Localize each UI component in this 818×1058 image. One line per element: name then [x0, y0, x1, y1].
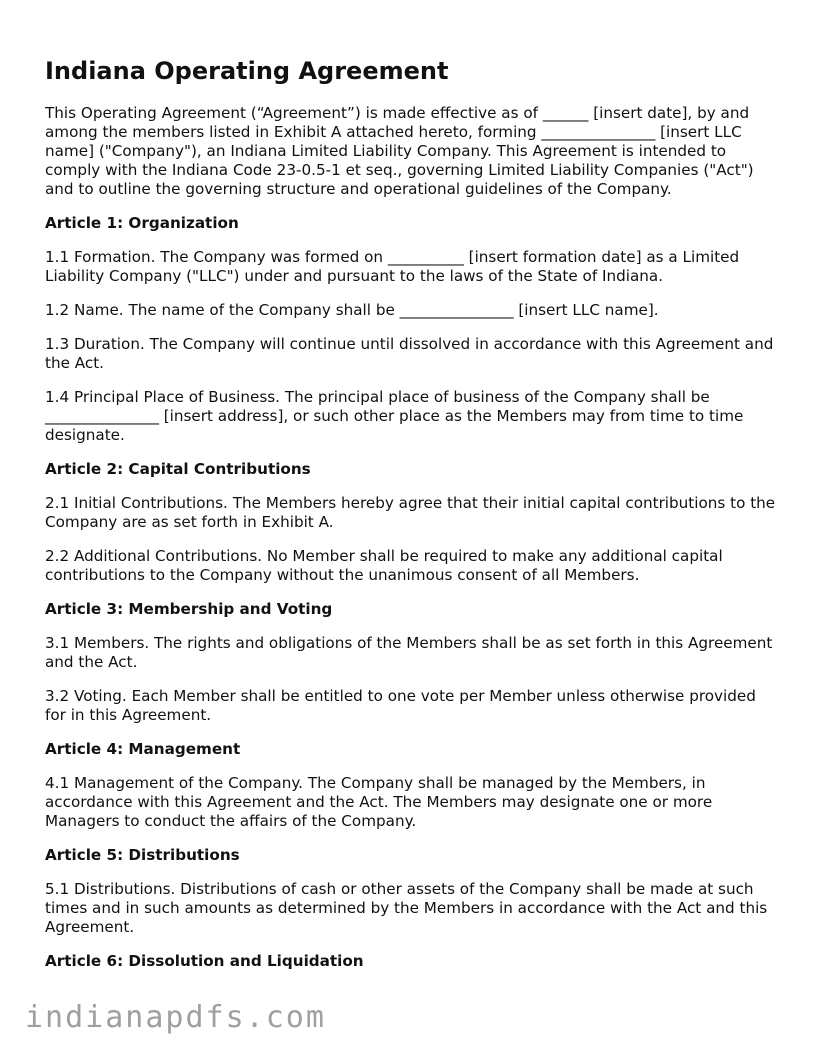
section-1-1: 1.1 Formation. The Company was formed on __________ [insert formation date] as a Limited Liability Company ("LLC") under and pursuant to the laws of the State of Indiana. — [45, 248, 740, 285]
document-title: Indiana Operating Agreement — [45, 57, 449, 85]
section-2-2: 2.2 Additional Contributions. No Member shall be required to make any additional capital contributions to the Company without the unanimous consent of all Members. — [45, 547, 723, 584]
section-5-1: 5.1 Distributions. Distributions of cash or other assets of the Company shall be made at such times and in such amounts as determined by the Members in accordance with the Act and this Agreement. — [45, 880, 768, 936]
article-6-heading: Article 6: Dissolution and Liquidation — [45, 952, 364, 970]
article-1-heading: Article 1: Organization — [45, 214, 239, 232]
article-4-heading: Article 4: Management — [45, 740, 241, 758]
section-3-1: 3.1 Members. The rights and obligations of the Members shall be as set forth in this Agreement and the Act. — [45, 634, 773, 671]
watermark-text: indianapdfs.com — [25, 1000, 326, 1035]
article-2-heading: Article 2: Capital Contributions — [45, 460, 311, 478]
section-1-4: 1.4 Principal Place of Business. The principal place of business of the Company shall be _______________ [insert address], or such other place as the Members may from time to time designate. — [45, 388, 744, 444]
article-5-heading: Article 5: Distributions — [45, 846, 240, 864]
section-2-1: 2.1 Initial Contributions. The Members hereby agree that their initial capital contributions to the Company are as set forth in Exhibit A. — [45, 494, 776, 531]
section-1-2: 1.2 Name. The name of the Company shall be _______________ [insert LLC name]. — [45, 301, 659, 319]
article-3-heading: Article 3: Membership and Voting — [45, 600, 333, 618]
intro-paragraph: This Operating Agreement (“Agreement”) is made effective as of ______ [insert date], by and among the members listed in Exhibit A attached hereto, forming _______________ [insert LLC name] ("Company"), an Indiana Limited Liability Company. This Agreement is intended to comply with the Indiana Code 23-0.5-1 et seq., governing Limited Liability Companies ("Act") and to outline the governing structure and operational guidelines of the Company. — [45, 104, 754, 198]
document-page — [45, 56, 780, 986]
section-1-3: 1.3 Duration. The Company will continue until dissolved in accordance with this Agreement and the Act. — [45, 335, 774, 372]
section-3-2: 3.2 Voting. Each Member shall be entitled to one vote per Member unless otherwise provided for in this Agreement. — [45, 687, 756, 724]
section-4-1: 4.1 Management of the Company. The Company shall be managed by the Members, in accordance with this Agreement and the Act. The Members may designate one or more Managers to conduct the affairs of the Company. — [45, 774, 713, 830]
